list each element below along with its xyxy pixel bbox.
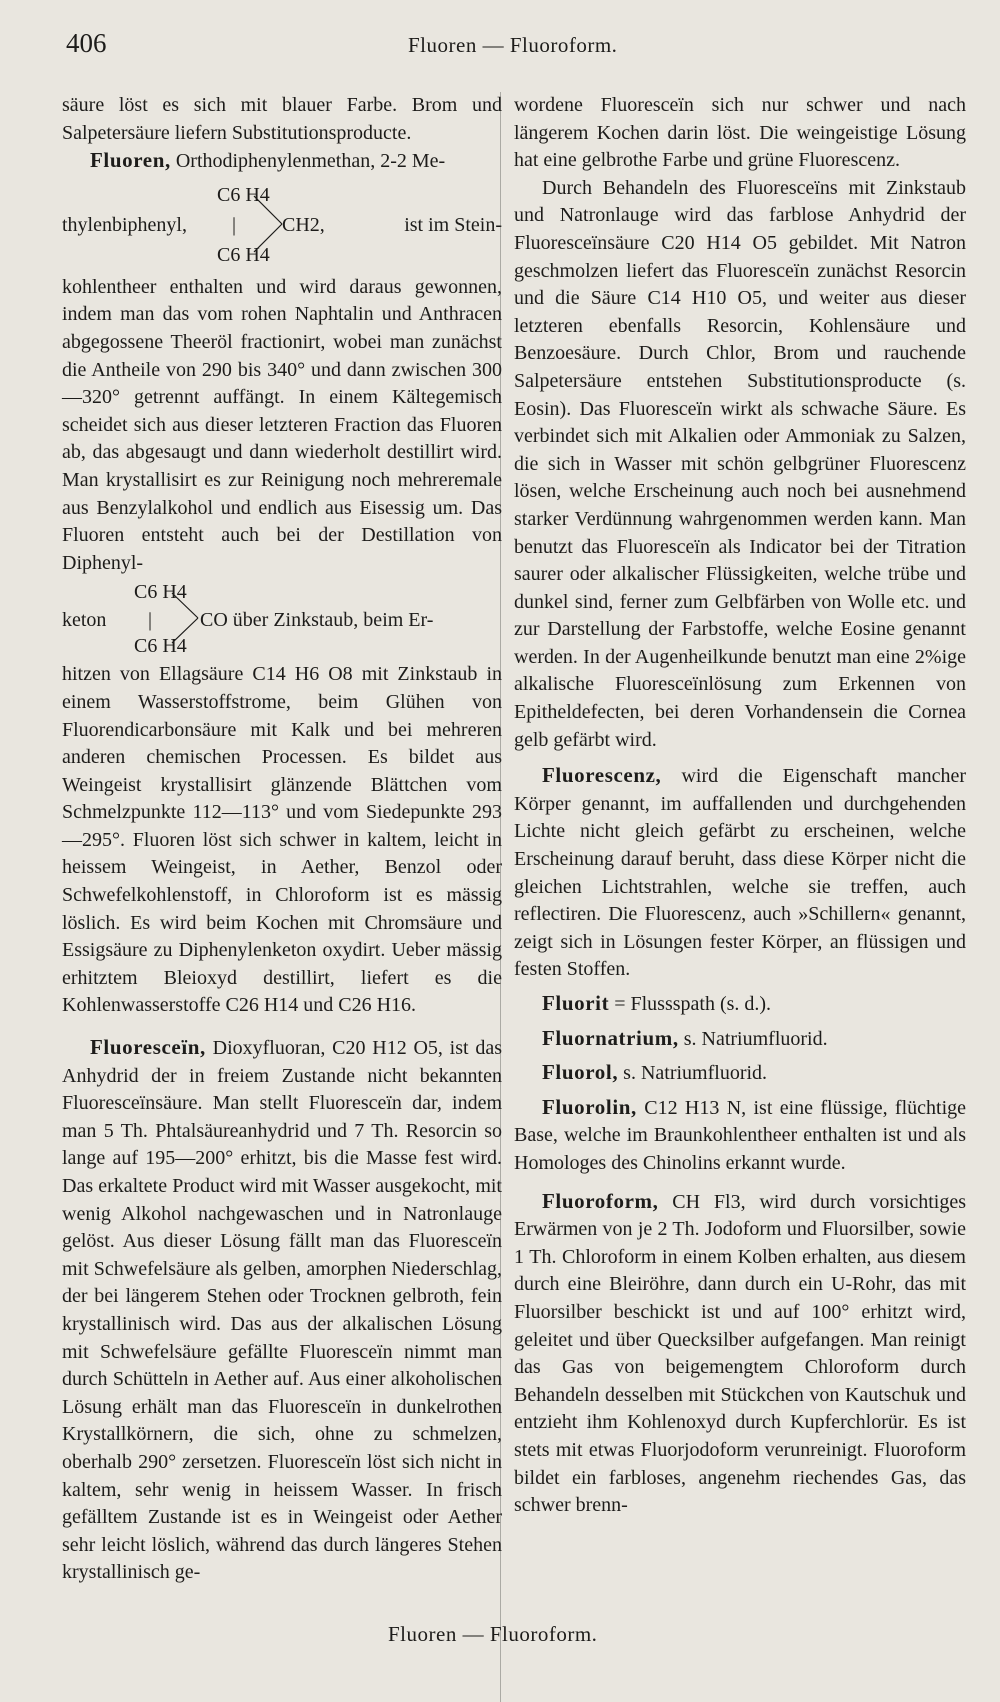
- formula-top-group: C6 H4: [134, 581, 187, 604]
- headword: Fluoroform,: [542, 1188, 659, 1213]
- entry-text: s. Natriumfluorid.: [618, 1062, 768, 1085]
- paragraph: wordene Fluoresceïn sich nur schwer und nach längerem Kochen darin löst. Die weingeistige Lösung hat eine gelbrothe Farbe und grüne Fluorescenz.: [514, 94, 966, 172]
- formula-bond: |: [232, 213, 237, 236]
- formula-lead-text: keton: [62, 609, 107, 632]
- paragraph: Durch Behandeln des Fluoresceïns mit Zinkstaub und Natronlauge wird das farblose Anhydrid der Fluoresceïnsäure C20 H14 O5 gebildet. Mit Natron geschmolzen liefert das Fluoresceïn zunächst Resorcin und die Säure C14 H10 O5, und weiter aus dieser letzteren ebenfalls Resorcin, Kohlensäure und Benzoesäure. Durch Chlor, Brom und rauchende Salpetersäure entstehen Substitutionsproducte (s. Eosin). Das Fluoresceïn wirkt als schwache Säure. Es verbindet sich mit Alkalien oder Ammoniak zu Salzen, die sich in Wasser mit schön gelbgrüner Fluorescenz lösen, welche Erscheinung auch noch bei ausnehmend starker Verdünnung wahrgenommen werden kann. Man benutzt das Fluoresceïn als Indicator bei der Titration saurer oder alkalischer Flüssigkeiten, welche trübe und dunkel sind, ferner zum Gelbfärben von Wolle etc. und zur Darstellung der Farbstoffe, welche Eosine genannt werden. In der Augenheilkunde benutzt man eine 2%ige alkalische Fluoresceïnlösung zum Erkennen von Epitheldefecten, bei deren Vorhandensein die Cornea gelb gefärbt wird.: [514, 176, 966, 751]
- formula-bridge-lines: [252, 192, 286, 256]
- entry-fluorescenz: [514, 762, 966, 984]
- headword: Fluorescenz,: [542, 763, 662, 788]
- structural-formula-fluoren: [62, 178, 502, 272]
- formula-link-group: CO über Zinkstaub, beim Er-: [200, 609, 434, 632]
- headword: Fluoresceïn,: [90, 1035, 206, 1060]
- formula-bottom-group: C6 H4: [134, 635, 187, 658]
- formula-bridge-lines: [170, 589, 202, 647]
- entry-text: CH Fl3, wird durch vorsichtiges Erwärmen von je 2 Th. Jodoform und Fluorsilber, sowie 1 Th. Chloroform in einem Kolben erhalten, aus diesem durch eine Bleiröhre, dann durch ein U-Rohr, das mit Fluorsilber beschickt ist und auf 100° erhitzt wird, geleitet und über Quecksilber aufgefangen. Man reinigt das Gas von beigemengtem Chloroform durch Behandeln desselben mit Stückchen von Kautschuk und entzieht ihm Kohlenoxyd durch Kupferchlorür. Es ist stets mit etwas Fluorjodoform verunreinigt. Fluoroform bildet ein farbloses, angenehm riechendes Gas, das schwer brenn-: [514, 1190, 966, 1517]
- headword: Fluorolin,: [542, 1094, 637, 1119]
- entry-text: Orthodiphenylenmethan, 2-2 Me-: [170, 150, 446, 173]
- entry-text: s. Natriumfluorid.: [678, 1027, 828, 1050]
- formula-tail-text: ist im Stein-: [404, 213, 502, 236]
- entry-fluornatrium: [514, 1025, 966, 1054]
- entry-fluorescein: [62, 1034, 502, 1587]
- right-column: [514, 92, 966, 1520]
- column-divider: [500, 92, 501, 1702]
- headword: Fluorit: [542, 991, 610, 1015]
- entry-text: Dioxyfluoran, C20 H12 O5, ist das Anhydrid der in freiem Zustande nicht bekannten Fluoresceïnsäure. Man stellt Fluoresceïn dar, indem man 5 Th. Phtalsäureanhydrid und 7 Th. Resorcin so lange auf 195—200° erhitzt, bis die Masse fest wird. Das erkaltete Product wird mit Wasser ausgekocht, mit wenig Alkohol nachgewaschen und in Natronlauge gelöst. Aus dieser Lösung fällt man das Fluoresceïn mit Schwefelsäure als gelben, amorphen Niederschlag, der bei längerem Stehen oder Trocknen gelbroth, fein krystallinisch wird. Das aus der alkalischen Lösung mit Schwefelsäure gefällte Fluoresceïn nimmt man durch Schütteln in Aether auf. Aus einer alkoholischen Lösung erhält man das Fluoresceïn in dunkelrothen Krystallkörnern, die sich, ohne zu schmelzen, oberhalb 290° zersetzen. Fluoresceïn löst sich nicht in kaltem, sehr wenig in heissem Wasser. In frisch gefälltem Zustande ist es in Weingeist oder Aether sehr leicht löslich, während das durch längeres Stehen krystallinisch ge-: [62, 1037, 502, 1584]
- headword: Fluoren,: [90, 148, 171, 173]
- page-number: 406: [66, 28, 107, 58]
- headword: Fluorol,: [542, 1060, 619, 1085]
- running-head: Fluoren — Fluoroform.: [408, 33, 618, 57]
- formula-link-group: CH2,: [282, 213, 325, 236]
- paragraph: säure löst es sich mit blauer Farbe. Brom und Salpetersäure liefern Substitutionsproducte.: [62, 94, 502, 144]
- entry-fluoren: [62, 147, 502, 176]
- formula-bond: |: [148, 609, 153, 632]
- entry-text: kohlentheer enthalten und wird daraus gewonnen, indem man das vom rohen Naphtalin und Anthracen abgegossene Theeröl fractionirt, wobei man zunächst die Antheile von 290 bis 340° und dann zwischen 300—320° getrennt auffängt. In einem Kältegemisch scheidet sich aus dieser letzteren Fraction das Fluoren ab, das abgesaugt und dann wiederholt destillirt wird. Man krystallisirt es zur Reinigung noch mehreremale aus Benzylalkohol und endlich aus Eisessig um. Das Fluoren entsteht auch bei der Destillation von Diphenyl-: [62, 275, 502, 574]
- formula-top-group: C6 H4: [217, 183, 270, 206]
- entry-fluoroform: [514, 1188, 966, 1520]
- entry-fluorit: [514, 990, 966, 1019]
- entry-fluorol: [514, 1059, 966, 1088]
- entry-fluorolin: [514, 1094, 966, 1178]
- page-footer: Fluoren — Fluoroform.: [388, 1622, 598, 1646]
- formula-lead-text: thylenbiphenyl,: [62, 213, 187, 236]
- entry-text: hitzen von Ellagsäure C14 H6 O8 mit Zinkstaub in einem Wasserstoffstrome, beim Glühen von Fluorendicarbonsäure mit Kalk und bei mehreren anderen chemischen Processen. Es bildet aus Weingeist krystallisirt glänzende Blättchen vom Schmelzpunkte 112—113° und vom Siedepunkte 293—295°. Fluoren löst sich schwer in kaltem, leicht in heissem Weingeist, in Aether, Benzol oder Schwefelkohlenstoff, in Chloroform ist es mässig löslich. Es wird beim Kochen mit Chromsäure und Essigsäure zu Diphenylenketon oxydirt. Ueber mässig erhitztem Bleioxyd destillirt, liefert es die Kohlenwasserstoffe C26 H14 und C26 H16.: [62, 663, 502, 1017]
- entry-text: = Flussspath (s. d.).: [609, 993, 772, 1015]
- left-column: [62, 92, 502, 1587]
- structural-formula-keton: [62, 579, 502, 659]
- entry-text: C12 H13 N, ist eine flüssige, flüchtige Base, welche im Braunkohlentheer enthalten ist und als Homologes des Chinolins erkannt wurde.: [514, 1096, 966, 1174]
- entry-text: wird die Eigenschaft mancher Körper genannt, im auffallenden und durchgehenden Lichte nicht gleich gefärbt zu erscheinen, welche Erscheinung darauf beruht, dass diese Körper nicht die gleichen Lichtstrahlen, welche sie treffen, auch reflectiren. Die Fluorescenz, auch »Schillern« genannt, zeigt sich in Lösungen fester Körper, an flüssigen und festen Stoffen.: [514, 765, 966, 981]
- formula-bottom-group: C6 H4: [217, 243, 270, 266]
- headword: Fluornatrium,: [542, 1025, 679, 1050]
